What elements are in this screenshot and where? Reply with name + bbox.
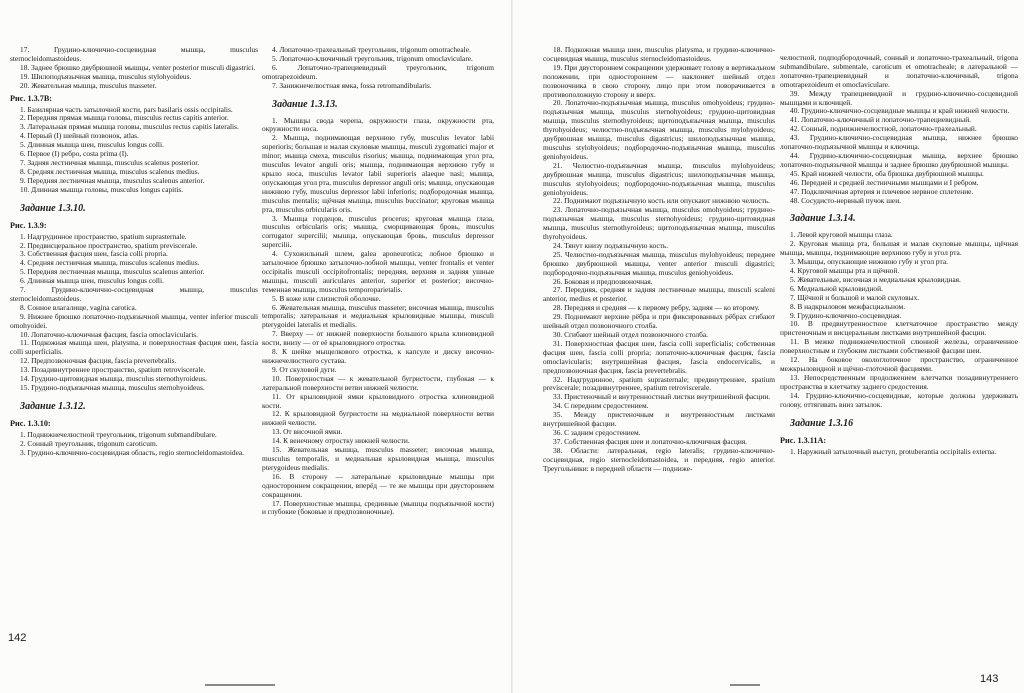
answer-item: 38. Области: латеральная, regio lateralis; грудино-ключично-сосцевидная, regio sternocleidomastoidea, и передняя, regio anterior. Треугольники: в передней области — подниже- <box>543 445 775 473</box>
answer-item: 18. Заднее брюшко двубрюшной мышцы, venter posterior musculi digastrici. <box>20 62 256 72</box>
answer-item: 10. В предвнутренностное клетчаточное пространство между пристеночным и висцеральным листками внутришейной фасции. <box>780 319 1018 338</box>
scan-artifact <box>730 684 760 686</box>
answer-item: 1. Левой круговой мышцы глаза. <box>790 230 893 240</box>
answer-item: 7. Вверху — от нижней поверхности большого крыла клиновидной кости, внизу — от её крыловидного отростка. <box>262 329 494 348</box>
answer-item: 22. Поднимают подъязычную кость или опускают нижнюю челюсть. <box>553 196 770 206</box>
answer-item: 37. Собственная фасция шеи и лопаточно-ключичная фасция. <box>553 436 748 446</box>
answer-item: 32. Надгрудинное, spatium suprasternale; предвнутреннее, spatium previscerale; позадивнутреннее, spatium retroviscerale. <box>543 374 775 393</box>
answer-item: 4. Средняя лестничная мышца, musculus scalenus medius. <box>20 258 200 268</box>
answer-item: 31. Поверхностная фасция шеи, fascia colli superficialis; собственная фасция шеи, fascia colli propria; лопаточно-ключичная фасция, fascia omoclavicularis; внутришейная фасция, fascia endocervicalis, и предпозвоночная фасция, fascia prevertebralis. <box>543 338 775 375</box>
answer-item: 2. Круговая мышца рта, большая и малая скуловые мышцы, щёчная мышца, мышцы, поднимающие верхнюю губу и угол рта. <box>780 239 1018 258</box>
answer-item: 3. Грудино-ключично-сосцевидная область, regio sternocleidomastoidea. <box>20 447 245 457</box>
left-column-2 <box>262 46 494 646</box>
answer-item: 18. Подкожная мышца шеи, musculus platysma, и грудино-ключично-сосцевидная мышца, musculus sternocleidomastoideus. <box>543 46 775 63</box>
answer-item: 3. Мышца гордецов, musculus procerus; круговая мышца глаза, musculus orbicularis oris; мышца, сморщивающая бровь, musculus corrugator supercilii; мышца, опускающая бровь, musculus depressor supercilii. <box>262 213 494 250</box>
figure-heading: Рис. 1.3.11А: <box>780 435 827 445</box>
scan-artifact <box>205 684 275 686</box>
answer-item: 2. Передняя прямая мышца головы, musculus rectus capitis anterior. <box>20 113 229 123</box>
answer-item: 15. Жевательная мышца, musculus masseter; височная мышца, musculus temporalis, и медиальная крыловидная мышца, musculus pterygoideus medialis. <box>262 445 494 472</box>
answer-item: 14. Грудино-щитовидная мышца, musculus sternothyroideus. <box>20 374 207 384</box>
answer-item: 4. Лопаточно-трахеальный треугольник, trigonum omotracheale. <box>272 46 471 54</box>
answer-item: 20. Жевательная мышца, musculus masseter. <box>20 80 157 90</box>
answer-item: 12. К крыловидной бугристости на медиальной поверхности ветви нижней челюсти. <box>262 409 494 428</box>
answer-item: 5. Лопаточно-ключичный треугольник, trigonum omoclaviculare. <box>272 53 473 63</box>
answer-item: 26. Боковая и предпозвоночная. <box>553 276 653 286</box>
answer-item: 13. От височной ямки. <box>272 427 343 437</box>
answer-item: 2. Мышца, поднимающая верхнюю губу, musculus levator labii superioris; большая и малая скуловые мышцы, musculi zygomatici major et minor; мышца смеха, musculus risorius; мышца, поднимающая угол рта, musculus levator anguli oris; мышца, поднимающая верхнюю губу и крыло носа, musculus levator labii superioris alaeque nasi; мышца, опускающая угол рта, musculus depressor anguli oris; мышца, опускающая нижнюю губу, musculus depressor labii inferioris; подбородочная мышца, musculus mentalis; щёчная мышца, musculus buccinator; круговая мышца рта, musculus orbicularis oris. <box>262 133 494 214</box>
answer-item: 2. Сонный треугольник, trigonum caroticum. <box>20 438 158 448</box>
answer-item: 9. Нижнее брюшко лопаточно-подъязычной мышцы, venter inferior musculi omohyoidei. <box>10 311 258 330</box>
left-page <box>0 0 511 693</box>
answer-item: 5. Жевательные, височная и медиальная крыловидная. <box>790 274 961 284</box>
answer-item: 25. Челюстно-подъязычная мышца, musculus mylohyoideus; переднее брюшко двубрюшной мышцы, venter anterior musculi digastrici; подбородочно-подъязычная мышца, musculus geniohyoideus. <box>543 249 775 277</box>
answer-item: 23. Лопаточно-подъязычная мышца, musculus omohyoideus; грудино-подъязычная мышца, musculus sternohyoideus; грудино-щитовидная мышца, musculus sternothyroideus; щитоподъязычная мышца, musculus thyrohyoideus. <box>543 205 775 242</box>
answer-item: 44. Грудино-ключично-сосцевидная мышца, верхнее брюшко лопаточно-подъязычной мышцы и заднее брюшко двубрюшной мышцы. <box>780 150 1018 169</box>
answer-item: 6. Жевательная мышца, musculus masseter; височная мышца, musculus temporalis; латеральная и медиальная крыловидные мышцы, musculi pterygoidei lateralis et medialis. <box>262 302 494 330</box>
answer-item: 2. Предвисцеральное пространство, spatium previscerale. <box>20 240 198 250</box>
page-number-left: 142 <box>8 632 27 644</box>
answer-item: 1. Поднижнечелюстной треугольник, trigonum submandibulare. <box>20 429 217 439</box>
answer-item: 1. Наружный затылочный выступ, protuberantia occipitalis externa. <box>790 446 997 456</box>
task-heading: Задание 1.3.16 <box>790 417 854 429</box>
answer-item: 24. Тянут книзу подъязычную кость. <box>553 240 669 250</box>
answer-item: 19. Шилоподъязычная мышца, musculus stylohyoideus. <box>20 71 192 81</box>
answer-item: 15. Грудино-подъязычная мышца, musculus sternohyoideus. <box>20 383 205 392</box>
answer-item: 30. Сгибают шейный отдел позвоночного столба. <box>553 330 709 339</box>
answer-item: 11. Подкожная мышца шеи, platysma, и поверхностная фасция шеи, fascia colli superficialis. <box>10 338 258 357</box>
answer-item: 7. Занижнечелюстная ямка, fossa retromandibularis. <box>272 80 432 90</box>
answer-item: 27. Передняя, средняя и задняя лестничные мышцы, musculi scaleni anterior, medius et posterior. <box>543 285 775 304</box>
task-heading: Задание 1.3.10. <box>20 202 86 214</box>
answer-item: 35. Между пристеночным и внутренностным листками внутришейной фасции. <box>543 410 775 429</box>
left-column-1 <box>10 46 258 646</box>
answer-item: 6. Первое (I) ребро, costa prima (I). <box>20 149 129 159</box>
answer-item: 10. Лопаточно-ключичная фасция, fascia omoclavicularis. <box>20 329 198 339</box>
answer-item: 42. Сонный, поднижнечелюстной, лопаточно-трахеальный. <box>790 124 977 134</box>
answer-item: 8. К шейке мыщелкового отростка, к капсуле и диску височно-нижнечелюстного сустава. <box>262 347 494 365</box>
answer-item: 47. Подключичная артерия и плечевое нервное сплетение. <box>790 186 974 196</box>
answer-item: 4. Сухожильный шлем, galea aponeurotica; лобное брюшко и затылочное брюшко затылочно-лобной мышцы, venter frontalis et venter occipitalis musculi occipitofrontalis; передняя, верхняя и задняя ушные мышцы, musculi auriculares anterior, superior et posterior; височно-теменная мышца, musculus temporoparietalis. <box>262 249 494 294</box>
answer-item: 6. Длинная мышца шеи, musculus longus colli. <box>20 276 164 286</box>
answer-item: 1. Мышцы свода черепа, окружности глаза, окружности рта, окружности носа. <box>262 115 494 134</box>
answer-item: 9. Грудино-ключично-сосцевидная. <box>790 310 902 320</box>
task-heading: Задание 1.3.14. <box>790 213 856 225</box>
answer-item: 5. Передняя лестничная мышца, musculus scalenus anterior. <box>20 267 205 277</box>
answer-item: 13. Позадивнутреннее пространство, spatium retroviscerale. <box>20 365 206 375</box>
answer-item: 19. При двустороннем сокращении удерживает голову в вертикальном положении, при одностороннем — наклоняет шейный отдел позвоночника в свою сторону, лицо при этом поворачивается в противоположную сторону и вверх. <box>543 62 775 99</box>
answer-item: 10. Длинная мышца головы, musculus longus capitis. <box>20 184 184 194</box>
right-column-2 <box>780 54 1018 674</box>
answer-item: 16. В сторону — латеральные крыловидные мышцы при одностороннем сокращении, вперёд — те же мышцы при двустороннем сокращении. <box>262 471 494 499</box>
page-number-right: 143 <box>980 673 999 685</box>
answer-item: 5. Длинная мышца шеи, musculus longus colli. <box>20 140 164 150</box>
answer-item: 20. Лопаточно-подъязычная мышца, musculus omohyoideus; грудино-подъязычная мышца, musculus sternohyoideus; грудино-щитовидная мышца, musculus sternothyroideus; щитоподъязычная мышца, musculus thyrohyoideus; челюстно-подъязычная мышца, musculus mylohyoideus; двубрюшная мышца, musculus digastricus; шилоподъязычная мышца, musculus stylohyoideus; подбородочно-подъязычная мышца, musculus geniohyoideus. <box>543 98 775 161</box>
answer-item: 7. Щёчной и большой и малой скуловых. <box>790 292 920 302</box>
answer-item: 9. Передняя лестничная мышца, musculus scalenus anterior. <box>20 175 205 185</box>
answer-item: 17. Поверхностные мышцы, срединные (мышцы подъязычной кости) и глубокие (боковые и предпозвоночные). <box>262 498 494 517</box>
right-column-1 <box>543 46 775 666</box>
answer-item: 14. Грудино-ключично-сосцевидные, которые должны удерживать голову, оттягивать вниз затылок. <box>780 390 1018 409</box>
answer-item: 40. Грудино-ключично-сосцевидные мышцы и край нижней челюсти. <box>790 106 1010 116</box>
answer-item: 8. Средняя лестничная мышца, musculus scalenus medius. <box>20 166 200 176</box>
answer-item: 8. В надкрыловом межфасциальном. <box>790 301 906 311</box>
answer-item: 7. Грудино-ключично-сосцевидная мышца, musculus sternocleidomastoideus. <box>10 285 258 303</box>
answer-item: 3. Собственная фасция шеи, fascia colli propria. <box>20 249 168 259</box>
answer-item: 41. Лопаточно-ключичный и лопаточно-трапециевидный. <box>790 115 971 125</box>
answer-item: 6. Лопаточно-трапециевидный треугольник, trigonum omotrapezoideum. <box>262 62 494 81</box>
answer-item: 39. Между трапециевидной и грудино-ключично-сосцевидной мышцами и ключицей. <box>780 88 1018 107</box>
answer-item: 4. Круговой мышцы рта и щёчной. <box>790 266 900 276</box>
answer-item: 9. От скуловой дуги. <box>272 364 337 374</box>
answer-item: 3. Латеральная прямая мышца головы, musculus rectus capitis lateralis. <box>20 122 239 132</box>
answer-item: 21. Челюстно-подъязычная мышца, musculus mylohyoideus; двубрюшная мышца, musculus digastricus; шилоподъязычная мышца, musculus stylohyoideus; подбородочно-подъязычная мышца, musculus geniohyoideus. <box>543 160 775 197</box>
answer-item: 10. Поверхностная — к жевательной бугристости, глубокая — к латеральной поверхности ветви нижней челюсти. <box>262 373 494 392</box>
answer-item: 8. Сонное влагалище, vagina carotica. <box>20 302 137 312</box>
figure-heading: Рис. 1.3.9: <box>10 220 47 230</box>
answer-item: 3. Мышцы, опускающие нижнюю губу и угол рта. <box>790 257 948 267</box>
answer-item: 45. Край нижней челюсти, оба брюшка двубрюшной мышцы. <box>790 168 984 178</box>
answer-item: 7. Задняя лестничная мышца, musculus scalenus posterior. <box>20 157 200 167</box>
answer-item: 4. Первый (I) шейный позвонок, atlas. <box>20 131 139 141</box>
answer-item: 33. Пристеночный и внутренностный листки внутришейной фасции. <box>553 392 771 402</box>
task-heading: Задание 1.3.12. <box>20 400 86 412</box>
answer-item: 48. Сосудисто-нервный пучок шеи. <box>790 195 902 205</box>
answer-item: 5. В коже или слизистой оболочке. <box>272 293 381 303</box>
figure-heading: Рис. 1.3.7В: <box>10 93 53 103</box>
figure-heading: Рис. 1.3.10: <box>10 418 51 428</box>
answer-item: 13. Непосредственным продолжением клетчатки позадивнутреннего пространства в клетчатку заднего средостения. <box>780 372 1018 391</box>
answer-item: 1. Базилярная часть затылочной кости, pars basilaris ossis occipitalis. <box>20 104 233 114</box>
right-page <box>513 0 1024 693</box>
answer-item: 6. Медиальной крыловидной. <box>790 283 883 293</box>
answer-item: 12. Предпозвоночная фасция, fascia prevertebralis. <box>20 356 177 366</box>
answer-item: 17. Грудино-ключично-сосцевидная мышца, musculus sternocleidomastoideus. <box>10 46 258 63</box>
answer-item: 11. От крыловидной ямки крыловидного отростка клиновидной кости. <box>262 391 494 410</box>
answer-item: 1. Надгрудинное пространство, spatium suprasternale. <box>20 231 187 241</box>
answer-item: 14. К венечному отростку нижней челюсти. <box>272 436 410 446</box>
answer-item: 28. Передняя и средняя — к первому ребру, задняя — ко второму. <box>553 303 760 313</box>
answer-item: 46. Передней и средней лестничными мышцами и I ребром. <box>790 177 979 187</box>
task-heading: Задание 1.3.13. <box>272 98 338 110</box>
answer-item: 36. С задним средостением. <box>553 427 641 437</box>
answer-item: 34. С передним средостением. <box>553 401 649 411</box>
answer-item: 43. Грудино-ключично-сосцевидная мышца, нижнее брюшко лопаточно-подъязычной мышцы и ключица. <box>780 133 1018 152</box>
answer-item: 12. На боковое окологлоточное пространство, ограниченное межкрыловидной и щёчно-глоточной фасциями. <box>780 355 1018 373</box>
answer-item: челюстной, подподбородочный, сонный и лопаточно-трахеальный, trigona submandibulare, submentale, caroticum et omotracheale; в латеральной — лопаточно-трапециевидный и лопаточно-ключичный, trigona omotrapezoideum et omoclaviculare. <box>780 54 1018 89</box>
answer-item: 29. Поднимают верхние рёбра и при фиксированных рёбрах сгибают шейный отдел позвоночного столба. <box>543 312 775 331</box>
answer-item: 11. В межке поднижнечелюстной слюнной железы, ограниченное поверхностным и глубоким листками собственной фасции шеи. <box>780 337 1018 356</box>
